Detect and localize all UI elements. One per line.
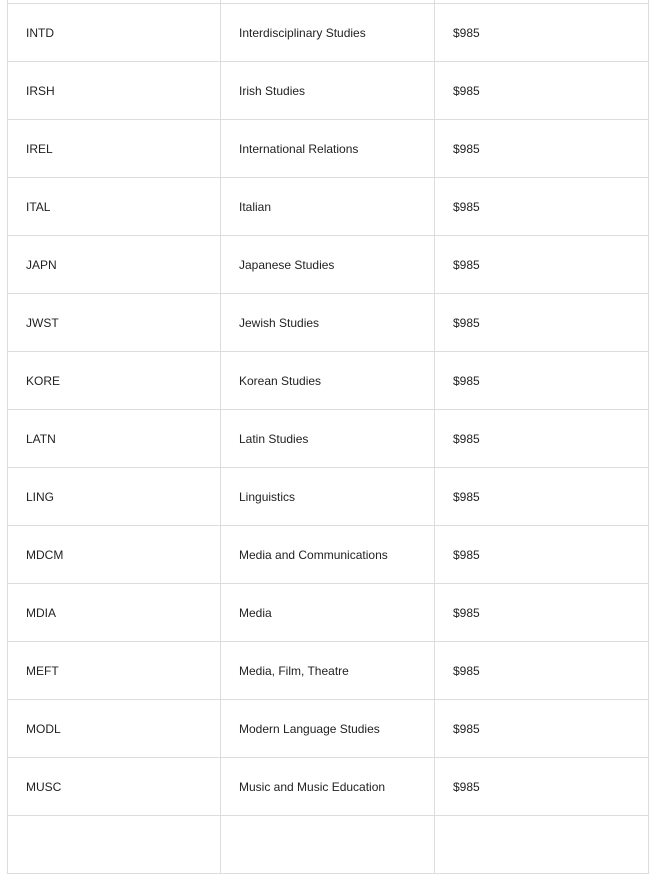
table-row (8, 352, 649, 410)
subject-code-cell: MODL (8, 700, 221, 758)
table-row (8, 468, 649, 526)
subject-code-cell: MDCM (8, 526, 221, 584)
table-row (8, 410, 649, 468)
fee-cell: $985 (435, 352, 649, 410)
subject-name-cell: Italian (221, 178, 435, 236)
fee-cell: $985 (435, 236, 649, 294)
subject-code-cell: LATN (8, 410, 221, 468)
fee-cell: $985 (435, 642, 649, 700)
table-row (8, 584, 649, 642)
fee-cell: $985 (435, 62, 649, 120)
fee-cell: $985 (435, 468, 649, 526)
fee-cell: $985 (435, 526, 649, 584)
subject-name-cell: Linguistics (221, 468, 435, 526)
fee-table-body (8, 0, 649, 874)
table-row (8, 236, 649, 294)
fee-table (7, 0, 649, 874)
subject-code-cell: KORE (8, 352, 221, 410)
table-row (8, 816, 649, 874)
subject-name-cell: Latin Studies (221, 410, 435, 468)
table-row (8, 62, 649, 120)
subject-code-cell: INTD (8, 4, 221, 62)
subject-name-cell: Media and Communications (221, 526, 435, 584)
subject-code-cell: ITAL (8, 178, 221, 236)
table-row (8, 4, 649, 62)
table-row (8, 700, 649, 758)
subject-code-cell: IREL (8, 120, 221, 178)
subject-name-cell: Media, Film, Theatre (221, 642, 435, 700)
table-row (8, 294, 649, 352)
subject-name-cell: Irish Studies (221, 62, 435, 120)
subject-code-cell (8, 816, 221, 874)
table-row (8, 758, 649, 816)
fee-cell: $985 (435, 294, 649, 352)
subject-name-cell: International Relations (221, 120, 435, 178)
fee-cell: $985 (435, 178, 649, 236)
table-row (8, 642, 649, 700)
subject-name-cell: Jewish Studies (221, 294, 435, 352)
subject-code-cell: JAPN (8, 236, 221, 294)
table-row (8, 120, 649, 178)
subject-code-cell: IRSH (8, 62, 221, 120)
subject-name-cell (221, 816, 435, 874)
subject-name-cell: Japanese Studies (221, 236, 435, 294)
subject-code-cell: JWST (8, 294, 221, 352)
fee-cell (435, 816, 649, 874)
table-row (8, 526, 649, 584)
subject-code-cell: MDIA (8, 584, 221, 642)
table-row (8, 178, 649, 236)
subject-name-cell: Media (221, 584, 435, 642)
subject-name-cell: Korean Studies (221, 352, 435, 410)
subject-code-cell: MEFT (8, 642, 221, 700)
fee-table-container (7, 0, 648, 874)
subject-name-cell: Modern Language Studies (221, 700, 435, 758)
fee-cell: $985 (435, 410, 649, 468)
subject-name-cell: Interdisciplinary Studies (221, 4, 435, 62)
fee-cell: $985 (435, 700, 649, 758)
fee-cell: $985 (435, 4, 649, 62)
subject-code-cell: MUSC (8, 758, 221, 816)
fee-cell: $985 (435, 758, 649, 816)
subject-name-cell: Music and Music Education (221, 758, 435, 816)
subject-code-cell: LING (8, 468, 221, 526)
fee-cell: $985 (435, 584, 649, 642)
fee-cell: $985 (435, 120, 649, 178)
